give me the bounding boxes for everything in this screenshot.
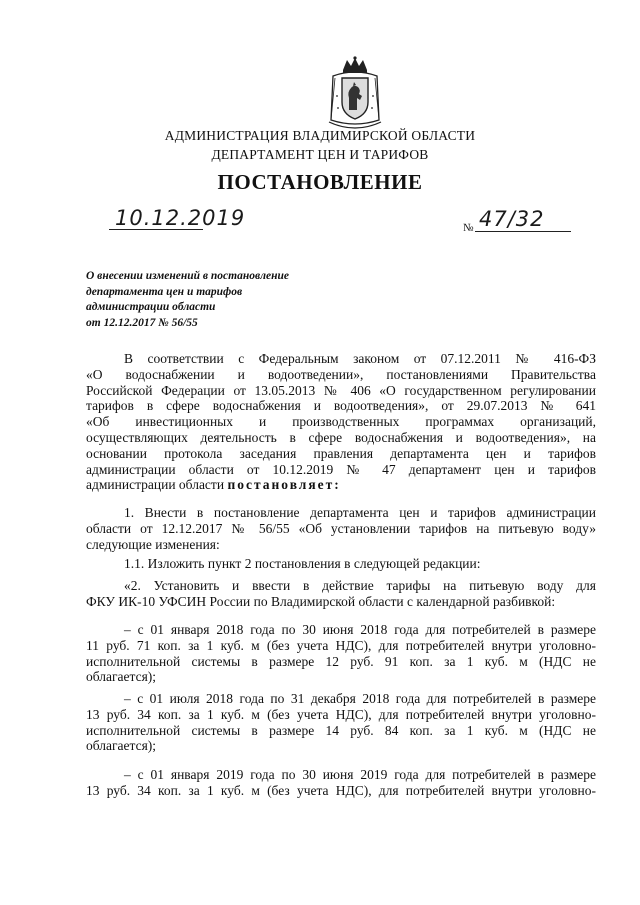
text-line: 1. Внести в постановление департамента цен и тарифов администрации [124, 505, 596, 520]
document-subject [86, 269, 289, 331]
text-line: основании протокола заседания правления департамента цен и тарифов [86, 445, 596, 461]
paragraph-preamble [86, 351, 596, 493]
coat-of-arms-icon [327, 56, 383, 130]
text-line: 13 руб. 34 коп. за 1 куб. м (без учета НДС), для потребителей внутри уголовно- [86, 782, 596, 798]
text-line: исполнительной системы в размере 12 руб. 91 коп. за 1 куб. м (НДС не [86, 653, 596, 669]
text-line: «2. Установить и ввести в действие тарифы на питьевую воду для [124, 578, 596, 593]
date-underline [109, 229, 203, 230]
subject-line: от 12.12.2017 № 56/55 [86, 316, 198, 329]
text-line: следующие изменения: [86, 536, 220, 552]
text-line [86, 477, 596, 493]
text-line: – с 01 января 2019 года по 30 июня 2019 года для потребителей в размере [124, 767, 596, 782]
administration-name: АДМИНИСТРАЦИЯ ВЛАДИМИРСКОЙ ОБЛАСТИ [164, 128, 476, 143]
text-line: тарифов в сфере водоснабжения и водоотведения», от 29.07.2013 № 641 [86, 398, 596, 414]
text-line: 11 руб. 71 коп. за 1 куб. м (без учета НДС), для потребителей внутри уголовно- [86, 637, 596, 653]
subject-line: администрации области [86, 301, 216, 313]
text-line: осуществляющих деятельность в сфере водоснабжения и водоотведения», на [86, 429, 596, 445]
subject-line: О внесении изменений в постановление [86, 270, 290, 282]
tariff-period-3 [86, 767, 596, 799]
text-line: Российской Федерации от 13.05.2013 № 406 «О государственном регулировании [86, 382, 596, 398]
paragraph-item-2 [86, 578, 596, 610]
paragraph-item-1 [86, 505, 596, 552]
text-line: «О водоснабжении и водоотведении», постановлениями Правительства [86, 366, 596, 382]
text-line: – с 01 июля 2018 года по 31 декабря 2018 года для потребителей в размере [124, 691, 596, 706]
text-fragment: администрации области [86, 477, 228, 493]
document-date: 10.12.2019 [115, 206, 246, 230]
text-line: исполнительной системы в размере 14 руб. 84 коп. за 1 куб. м (НДС не [86, 722, 596, 738]
paragraph-item-1-1 [86, 556, 596, 572]
department-name: ДЕПАРТАМЕНТ ЦЕН И ТАРИФОВ [211, 147, 429, 162]
text-line: «Об инвестиционных и производственных программах организаций, [86, 414, 596, 430]
number-underline [475, 231, 571, 232]
tariff-period-2 [86, 691, 596, 754]
number-sign: № [463, 222, 474, 234]
text-line: облагается); [86, 669, 157, 685]
subject-line: департамента цен и тарифов [86, 285, 243, 298]
text-line: области от 12.12.2017 № 56/55 «Об установлении тарифов на питьевую воду» [86, 520, 596, 536]
document-number: 47/32 [479, 207, 545, 231]
text-line: ФКУ ИК-10 УФСИН России по Владимирской области с календарной разбивкой: [86, 593, 556, 609]
text-line: облагается); [86, 738, 157, 754]
text-line: 1.1. Изложить пункт 2 постановления в следующей редакции: [124, 556, 481, 571]
text-line: 13 руб. 34 коп. за 1 куб. м (без учета НДС), для потребителей внутри уголовно- [86, 706, 596, 722]
text-line: В соответствии с Федеральным законом от 07.12.2011 № 416-ФЗ [124, 351, 596, 366]
text-line: администрации области от 10.12.2019 № 47 департамент цен и тарифов [86, 461, 596, 477]
document-title: ПОСТАНОВЛЕНИЕ [217, 170, 423, 194]
decree-keyword: постановляет: [227, 477, 341, 493]
text-line: – с 01 января 2018 года по 30 июня 2018 года для потребителей в размере [124, 622, 596, 637]
tariff-period-1 [86, 622, 596, 685]
